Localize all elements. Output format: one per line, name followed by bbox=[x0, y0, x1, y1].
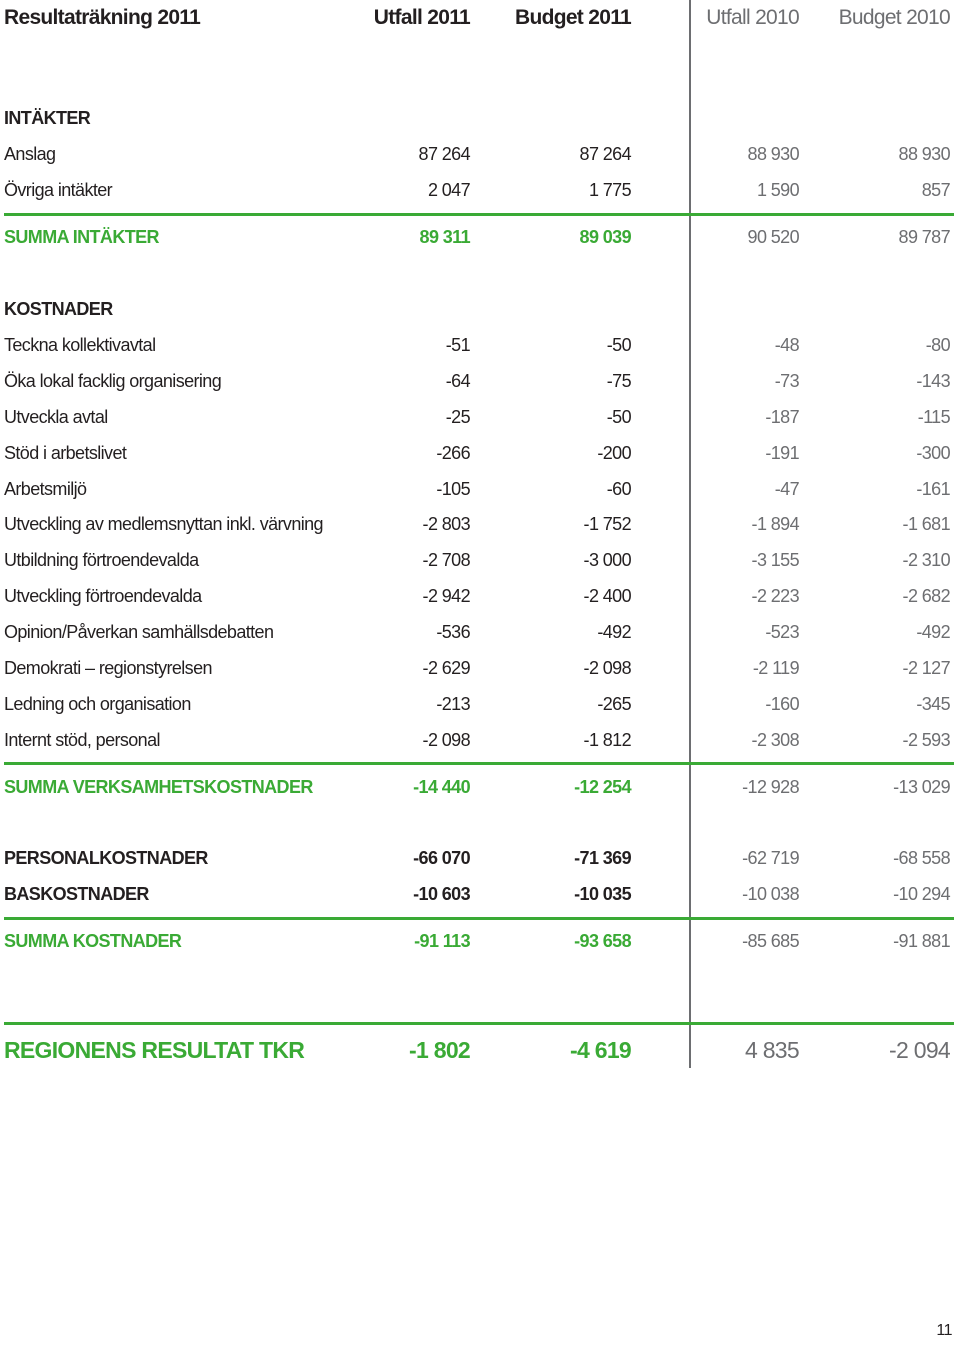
cell-budget-2010: -1 681 bbox=[902, 514, 950, 534]
cell-utfall-2010: -3 155 bbox=[751, 550, 799, 570]
row-label: Utveckling av medlemsnyttan inkl. värvning bbox=[4, 514, 323, 534]
table-row bbox=[0, 879, 960, 909]
cell-budget-2010: -161 bbox=[916, 479, 950, 499]
cell-budget-2010: 857 bbox=[921, 180, 950, 200]
sum-row-income bbox=[0, 222, 960, 252]
cell-budget-2011: -2 400 bbox=[583, 586, 631, 606]
section-heading-costs bbox=[0, 294, 960, 324]
cell-budget-2010: -80 bbox=[925, 335, 950, 355]
cell-utfall-2010: -187 bbox=[765, 407, 799, 427]
header-utfall-2010: Utfall 2010 bbox=[706, 6, 799, 29]
cell-utfall-2010: -12 928 bbox=[742, 777, 799, 797]
cell-budget-2011: -492 bbox=[597, 622, 631, 642]
cell-budget-2011: -1 812 bbox=[583, 730, 631, 750]
green-divider bbox=[4, 762, 954, 765]
cell-budget-2010: -143 bbox=[916, 371, 950, 391]
page-number: 11 bbox=[936, 1322, 952, 1339]
cell-budget-2010: -2 593 bbox=[902, 730, 950, 750]
cell-utfall-2011: -91 113 bbox=[414, 931, 470, 951]
cell-utfall-2010: -2 223 bbox=[751, 586, 799, 606]
green-divider bbox=[4, 1022, 954, 1025]
header-budget-2010: Budget 2010 bbox=[838, 6, 950, 29]
header-budget-2011: Budget 2011 bbox=[514, 6, 631, 29]
cell-budget-2010: -300 bbox=[916, 443, 950, 463]
cell-budget-2010: -91 881 bbox=[893, 931, 950, 951]
cell-budget-2011: -2 098 bbox=[583, 658, 631, 678]
cell-utfall-2011: -66 070 bbox=[413, 848, 470, 868]
row-label: Öka lokal facklig organisering bbox=[4, 371, 222, 391]
cell-budget-2011: 1 775 bbox=[588, 180, 631, 200]
cell-budget-2011: -50 bbox=[606, 335, 631, 355]
cell-utfall-2010: 4 835 bbox=[744, 1037, 799, 1063]
row-label: Stöd i arbetslivet bbox=[4, 443, 127, 463]
cell-utfall-2011: -2 098 bbox=[422, 730, 470, 750]
row-label: Utveckla avtal bbox=[4, 407, 108, 427]
cell-utfall-2011: -213 bbox=[436, 694, 470, 714]
cell-utfall-2010: -73 bbox=[774, 371, 799, 391]
table-row bbox=[0, 330, 960, 360]
cell-budget-2010: -13 029 bbox=[893, 777, 950, 797]
cell-utfall-2011: -536 bbox=[436, 622, 470, 642]
cell-utfall-2011: -266 bbox=[436, 443, 470, 463]
cell-utfall-2010: -10 038 bbox=[742, 884, 799, 904]
page-title: Resultaträkning 2011 bbox=[4, 6, 201, 29]
cell-utfall-2011: 89 311 bbox=[419, 227, 470, 247]
table-row bbox=[0, 689, 960, 719]
cell-budget-2011: -93 658 bbox=[574, 931, 631, 951]
cell-budget-2010: -2 310 bbox=[902, 550, 950, 570]
cell-budget-2011: -3 000 bbox=[583, 550, 631, 570]
cell-utfall-2010: -48 bbox=[774, 335, 799, 355]
cell-utfall-2010: -2 308 bbox=[751, 730, 799, 750]
row-label: Utveckling förtroendevalda bbox=[4, 586, 202, 606]
table-row bbox=[0, 366, 960, 396]
cell-budget-2011: 87 264 bbox=[579, 144, 631, 164]
cell-budget-2011: -60 bbox=[606, 479, 631, 499]
cell-utfall-2011: -1 802 bbox=[408, 1037, 470, 1063]
cell-budget-2010: -115 bbox=[917, 407, 950, 427]
green-divider bbox=[4, 213, 954, 216]
section-label: INTÄKTER bbox=[4, 108, 91, 128]
table-row bbox=[0, 725, 960, 755]
cell-budget-2011: -12 254 bbox=[574, 777, 631, 797]
row-label: Arbetsmiljö bbox=[4, 479, 87, 499]
cell-utfall-2011: -10 603 bbox=[413, 884, 470, 904]
cell-utfall-2011: -2 629 bbox=[422, 658, 470, 678]
section-heading-income bbox=[0, 103, 960, 133]
cell-budget-2010: -2 094 bbox=[888, 1037, 950, 1063]
cell-budget-2010: -10 294 bbox=[893, 884, 950, 904]
cell-budget-2011: -200 bbox=[597, 443, 631, 463]
cell-budget-2011: -4 619 bbox=[569, 1037, 631, 1063]
row-label: PERSONALKOSTNADER bbox=[4, 848, 208, 868]
cell-utfall-2010: -191 bbox=[765, 443, 799, 463]
cell-budget-2011: -71 369 bbox=[574, 848, 631, 868]
row-label: Teckna kollektivavtal bbox=[4, 335, 156, 355]
cell-budget-2010: -345 bbox=[916, 694, 950, 714]
cell-utfall-2011: 2 047 bbox=[427, 180, 470, 200]
table-row bbox=[0, 581, 960, 611]
row-label: BASKOSTNADER bbox=[4, 884, 149, 904]
table-row bbox=[0, 843, 960, 873]
cell-budget-2011: -10 035 bbox=[574, 884, 631, 904]
table-row bbox=[0, 474, 960, 504]
row-label: Demokrati – regionstyrelsen bbox=[4, 658, 212, 678]
cell-utfall-2011: -2 803 bbox=[422, 514, 470, 534]
header-utfall-2011: Utfall 2011 bbox=[373, 6, 470, 29]
cell-utfall-2011: -64 bbox=[445, 371, 470, 391]
cell-utfall-2010: -47 bbox=[774, 479, 799, 499]
cell-budget-2011: -1 752 bbox=[583, 514, 631, 534]
row-label: SUMMA VERKSAMHETSKOSTNADER bbox=[4, 777, 313, 797]
table-header bbox=[0, 3, 960, 33]
cell-budget-2010: -492 bbox=[916, 622, 950, 642]
row-label: Utbildning förtroendevalda bbox=[4, 550, 199, 570]
cell-utfall-2010: -523 bbox=[765, 622, 799, 642]
green-divider bbox=[4, 917, 954, 920]
row-label: Anslag bbox=[4, 144, 56, 164]
cell-utfall-2011: -105 bbox=[436, 479, 470, 499]
cell-utfall-2011: 87 264 bbox=[418, 144, 470, 164]
cell-utfall-2011: -51 bbox=[445, 335, 470, 355]
cell-budget-2010: -2 682 bbox=[902, 586, 950, 606]
cell-utfall-2011: -25 bbox=[445, 407, 470, 427]
cell-utfall-2010: 90 520 bbox=[747, 227, 799, 247]
row-label: Övriga intäkter bbox=[4, 180, 113, 200]
cell-utfall-2010: -85 685 bbox=[742, 931, 799, 951]
table-row bbox=[0, 175, 960, 205]
cell-budget-2011: -265 bbox=[597, 694, 631, 714]
table-row bbox=[0, 509, 960, 539]
table-row bbox=[0, 438, 960, 468]
table-row bbox=[0, 402, 960, 432]
cell-budget-2010: -68 558 bbox=[893, 848, 950, 868]
cell-budget-2010: 89 787 bbox=[898, 227, 950, 247]
result-row bbox=[0, 1035, 960, 1065]
cell-budget-2010: 88 930 bbox=[898, 144, 950, 164]
cell-utfall-2010: -2 119 bbox=[752, 658, 799, 678]
row-label: SUMMA INTÄKTER bbox=[4, 227, 159, 247]
section-label: KOSTNADER bbox=[4, 299, 113, 319]
cell-utfall-2011: -14 440 bbox=[413, 777, 470, 797]
table-row bbox=[0, 545, 960, 575]
sum-row-operating-costs bbox=[0, 772, 960, 802]
table-row bbox=[0, 653, 960, 683]
cell-budget-2010: -2 127 bbox=[902, 658, 950, 678]
cell-utfall-2010: -1 894 bbox=[751, 514, 799, 534]
sum-row-total-costs bbox=[0, 926, 960, 956]
row-label: Internt stöd, personal bbox=[4, 730, 160, 750]
cell-budget-2011: -75 bbox=[606, 371, 631, 391]
row-label: SUMMA KOSTNADER bbox=[4, 931, 182, 951]
cell-budget-2011: -50 bbox=[606, 407, 631, 427]
cell-utfall-2011: -2 708 bbox=[422, 550, 470, 570]
row-label: Opinion/Påverkan samhällsdebatten bbox=[4, 622, 274, 642]
cell-utfall-2010: -62 719 bbox=[742, 848, 799, 868]
row-label: REGIONENS RESULTAT TKR bbox=[4, 1037, 305, 1063]
table-row bbox=[0, 139, 960, 169]
cell-utfall-2010: -160 bbox=[765, 694, 799, 714]
row-label: Ledning och organisation bbox=[4, 694, 191, 714]
cell-utfall-2010: 88 930 bbox=[747, 144, 799, 164]
table-row bbox=[0, 617, 960, 647]
cell-utfall-2011: -2 942 bbox=[422, 586, 470, 606]
cell-utfall-2010: 1 590 bbox=[756, 180, 799, 200]
cell-budget-2011: 89 039 bbox=[579, 227, 631, 247]
